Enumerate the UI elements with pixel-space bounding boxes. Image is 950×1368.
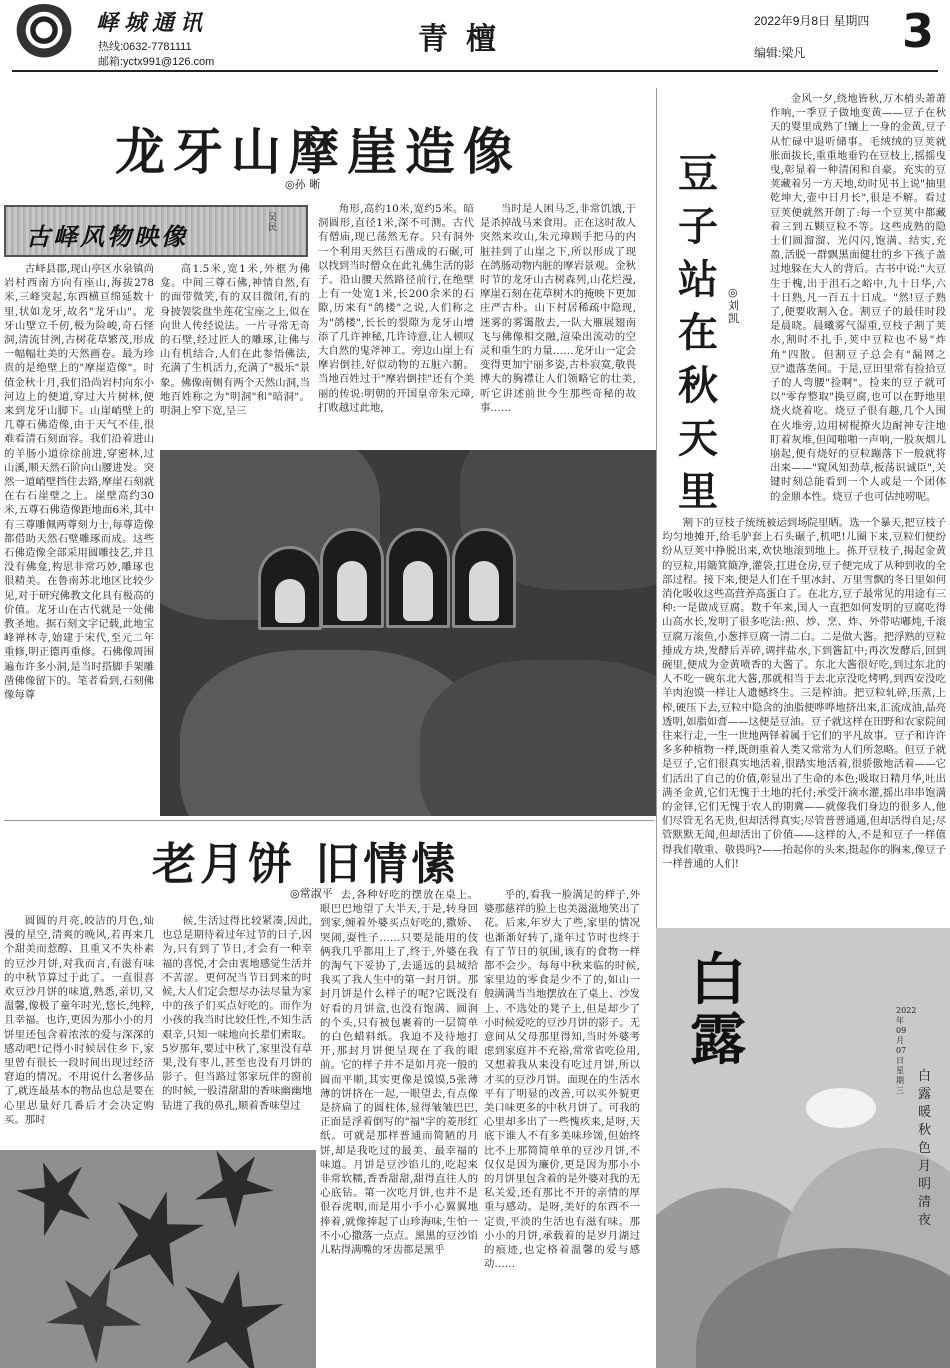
- poster-title: 白露: [690, 947, 746, 1073]
- section-name: 青檀: [418, 22, 514, 57]
- editor: 编辑:梁凡: [754, 46, 806, 60]
- bailu-solar-term-poster: [656, 928, 950, 1368]
- article3-column-upper: 金风一夕,绕地皆秋,万木梢头萧萧作响,一季豆子做地变黄——豆子在秋天的婴里成熟了!镶上一身的金黄,豆子从忙碌中退听储事。毛绒绒的豆荚就胀面拔长,重重地垂钓在豆枝上,摇摇曳曳,彰显着一种清闲和自豪。充实的豆荚藏着另一方天地,幼时见书上说"抽里乾坤大,壶中日月长",很是不解。看过豆荚便就然开朗了:每一个豆荚中都藏着三到五颗豆粒不等。这些成熟的隐士们圆溜溜、光闪闪,饱满、结实,充盈,活脱一群飘黑面健壮的乡下孩子盖过地躲在大人的背后。古书中说:"大豆生于槐,出于沮石之峪中,九十日华,六十日熟,凡一百五十日成。"然!豆子熟了,便要收割入仓。割豆子的最佳时段是晨晓。晨曦雾气湿重,豆枝子割了荚水,割时不扎手,荚中豆粒也不易"炸角"四散。但割豆子总会有"漏网之豆"遗落垄间。于是,豆田里常有捡拾豆子的人弯腰"捡啊"。捡来的豆子就可以"零存整取"换豆腐,也可以在野地里烧火烧着吃。烧豆子很有趣,几个人围在火堆旁,边用树棍撩火边耐神专注地盯着灰堆,但闻啪啪一声响,一股灰烟儿崩起,便有烧好的豆粒蹦落下一般就将出来——"窥风知劲草,板荡识诚臣",关键时刻总能看到一个人或是一个团体的金鼎本性。烧豆子也可估纯唠呢。: [770, 93, 946, 503]
- poster-date: 2022年09月07日星期三: [896, 1006, 917, 1095]
- banner-title: 古峄风物映像: [26, 222, 188, 251]
- cliff-carving-photo: [160, 450, 656, 816]
- article3-title: 豆子站在秋天里: [678, 151, 718, 515]
- article2-column-4: 乎的,看我一脸满足的样子,外婆那慈祥的脸上也美滋滋地笑出了花。后来,年岁大了些,家里的情况也渐渐好转了,逢年过节时也终于有了节日的氛围,该有的食物一样都不会少。每每中秋来临的时候,家里边的零食是少不了的,如山一般满满当当地摆放在了桌上、沙发上、不选处的凳子上,但是却少了小时候爱吃的豆沙月饼的影子。无意间从父母那里得知,当时外婆考虑到家庭并不充裕,常常省吃俭用,又想着我从来没有吃过月饼,所以才买的豆沙月饼。面现在的生活水平有了明显的改善,可以买外貌更美口味更多的中秋月饼了。可我的心里却多出了一些愧疚来,是呀,天底下谁人不有多美味珍馐,但始终比不上那简简单单的豆沙月饼,不仅仅是因为廉价,更是因为那小小的月饼里包含着的是外婆对我的无私关爱,还有那比不开的亲情的厚重与感动。是呀,美好的东西不一定贵,平淡的生活也有滋有味。那小小的月饼,承载着的是岁月湖过的痕迹,也定格着温馨的爱与感动……: [484, 889, 640, 1271]
- article1-column-3: 角形,高约10米,宽约5米。暗洞圆形,直径1米,深不可测。古代有僧庙,现已荡然无存。只有洞外一个利用天然巨石凿成的石碾,可以找到当时僧众在此礼佛生活的影子。沿山腰天然路径前行,在绝壁上有一处宽1米,长200余米的石隙,历来有"鸽楼"之说,人们称之为"鸽楼",长长的裂隙为龙牙山增添了几许神秘,几许诗意,让人顿叹大自然的鬼斧神工。旁边山崖上有摩岩倒挂,好似动物的五脏六腑。当地百姓过于"摩岩倒挂"还有个美丽的传说:明朝的开国皇帝朱元璋,打败越过此地,: [318, 203, 474, 414]
- issue-date: 2022年9月8日 星期四: [754, 14, 870, 28]
- article2-column-2: 候,生活过得比较紧凑,因此,也总是期待着过年过节的日子,因为,只有到了节日,才会有一种幸福的喜悦,才会由衷地感觉生活并不苦涩。更何况当节日到来的时候,大人们定会想尽办法尽量为家中的孩子们买点好吃的。而作为小孩的我当时比较任性,不知生活艰辛,只知一味地向长辈们索取。5岁那年,要过中秋了,家里没有草果,没有枣儿,甚至也没有月饼的影子。但当路过邻家玩伴的窗前的时候,一股清甜甜的香味幽幽地钻进了我的鼻孔,顺着香味望过: [162, 915, 312, 1112]
- maple-leaves-photo: [0, 1150, 316, 1368]
- article3-column-lower: 割下的豆枝子统统被运到场院里晒。选一个暴天,把豆枝子均匀地摊开,给毛驴套上石头碾子,机吧!儿圈下来,豆粒们便纷纷从豆荚中挣脱出来,欢快地滚到地上。拣开豆枝子,揭起金黄的豆粒,用簸箕簸净,灌袋,扛进仓房,豆子便完成了从种到收的全部过程。接下来,便是人们在千里冰封、万里雪飘的冬日里如何消化吸收这些高营养高蛋白了。在北方,豆子最常见的用途有三种:一是做成豆腐。数千年来,国人一直把如何发明的豆腐吃得山高水长,发明了很多吃法:煎、炒、烹、炸、外带咕嘟炖,千滚豆腐万滚鱼,小葱拌豆腐一清二白。二是做大酱。把浮熟的豆粒捶成方块,发酵后弄碎,调拌盐水,下到酱缸中;再次发酵后,回到碗里,便成为金黄喷香的大酱了。东北大酱很好吃,到过东北的人不吃一碗东北大酱,那就相当于去北京没吃烤鸭,到西安没吃羊肉泡馍一样让人遗憾终生。三是榨油。把豆粒轧碎,压蒸,上榨,硬压下去,豆粒中隐含的油脂便哗哗地挤出来,汇流成油,晶亮透明,如脂如膏——这便是豆油。豆子就这样在田野和农家院间往来行走,一生一世地两铎着属于它们的平凡故事。豆子和许许多多种植物一样,既朗重着人类又常常为人们所忽略。但豆子就是豆子,它们很真实地活着,很踏实地活着,很骄傲地活着——它们活出了自己的价值,彰显出了生命的本色;吸取日精月华,吐出满圣金黄,它们无愧于土地的托付;承受汗滴水灌,摇出串串饱满的金铎,它们无愧于农人的期冀——就像我们身边的很多人,他们尽管无名无贵,但却活得真实;尽管普普通通,但却活得自足;尽管默默无闻,但却活出了价值——这样的人,不是和豆子一样值得我们敬重、敬畏吗?——抬起你的头来,挺起你的胸来,像豆子一样普通的人们!: [662, 517, 946, 870]
- article1-column-1: 古峄县郡,现山亭区水泉镇尚岩村西南方向有座山,海拔278米,三峰突起,东西横亘绵延数十里,状如龙牙,故名"龙牙山"。龙牙山壁立千仞,极为险峻,奇石怪洞,清流甘洌,古树花草繁茂,形成一幅幅壮美的天然画卷。最为珍贵的是绝壁上的"摩崖造像"。时值金秋十月,我们沿尚岩村向东小河边上的便道,穿过大片树林,便来到龙牙山脚下。山崖峭壁上的几尊石佛造像,由于天气不佳,很难看清石刻面容。我们沿着进山的羊肠小道徐徐前进,穿密林,过山溪,顺天然石阶向山腰进发。突然一道峭壁挡住去路,摩崖石刻就在右石崖壁之上。崖壁高约30米,五尊石佛造像距地面6米,其中有三尊雕佩两尊刻力士,每尊造像都借助天然石壁雕琢而成。这些石佛造像全部采用圆雕技艺,并且没有佛龛,构思非常巧妙,雕琢也很精美。在鲁南苏北地区比较少见,对于研究佛教文化具有极高的价值。龙牙山在古代就是一处佛教圣地。据石刻文字记载,此地宝峰禅林寺,始建于宋代,至元二年重修,明正德再重修。石佛像周围遍布许多小洞,是当时搭脚手架雕凿佛像留下的。笔者看到,石刻佛像每尊: [4, 263, 154, 702]
- article1-byline: ◎孙 晰: [285, 178, 321, 191]
- article2-title: 老月饼 旧情愫: [152, 839, 460, 890]
- article2-column-1: 圆圆的月亮,皎洁的月色,灿漫的星空,清爽的晚风,若再来几个甜美而惹醇、且重又不失朴素的豆沙月饼,对我而言,有滋有味的中秋节算过于此了。一直很喜欢豆沙月饼的味道,熟悉,亲切,又温馨,像极了童年时光,悠长,纯粹,且幸福。也许,更因为那小小的月饼里还包含着浓浓的爱与深深的感动吧!记得小时候居住乡下,家里曾有很长一段时间出现过经济窘迫的情况。不用说什么奢侈品了,就连最基本的物品也总是要在心里思量好几番后才会决定购买。那时: [4, 915, 154, 1126]
- poster-verse: 白露暖秋色 月明清夜: [918, 1069, 932, 1228]
- page-number: 3: [902, 4, 935, 58]
- article1-column-4: 当时是人困马乏,非常饥饿,于是杀掉战马来食用。正在这时敌人突然来攻山,朱元璋顾手把马的内脏挂到了山崖之下,所以形成了现在鸽肠动物内脏的摩岩景观。金秋时节的龙牙山古树森列,山花烂漫,摩崖石刻在花草树木的掩映下更加庄严古朴。山下村居稀疏中隐现,迷雾的雾霭散去,一队大雁展翅南飞与佛像相交融,渲染出流动的空灵和重生的力量……龙牙山一定会变得更加宁丽多姿,古朴寂寞,敬畏博大的胸襟让人们领略它的壮美,听它讲述前世今生那些奇秘的故事……: [480, 203, 636, 414]
- column-divider: [656, 88, 657, 928]
- newspaper-emblem-icon: [12, 4, 76, 62]
- email: 邮箱:yctx991@126.com: [98, 56, 215, 68]
- section-divider: [4, 820, 654, 821]
- hotline: 热线:0632-7781111: [98, 41, 192, 53]
- article1-title: 龙牙山摩崖造像: [115, 123, 521, 181]
- masthead: [0, 0, 950, 72]
- crane-icon: [806, 1088, 876, 1128]
- article2-column-3: 去,各种好吃的摆放在桌上。眼巴巴地望了大半天,于是,转身回到家,缠着外婆买点好吃的,撒娇、哭闹,耍性子……只要是能用的伎俩我几乎都用上了,终于,外婆在我的淘气下妥协了,去遥远的县城给我买了我人生中的第一封月饼。那封月饼是什么样子的呢?它既没有好看的月饼盒,也没有饱满、圆润的个头,只有被包裹着的一层简单的白色蜡料纸。我迫不及待地打开,那封月饼便呈现在了我的眼前。它的样子并不是如月亮一般的圆而平顺,其实更像是馍馍,5张薄薄的饼挤在一起,一眼望去,有点像是挤扁了的圆柱体,显得皱皱巴巴,正面是浮着倒写的"福"字的菱形红纸。可就是那样普通而简陋的月饼,却是我吃过的最美、最幸福的味道。月饼是豆沙馅儿的,吃起来非常软糯,香香甜甜,甜得直往人的心底钻。第一次吃月饼,也并不是很吞虎咽,而是用小手小心翼翼地捧着,就像捧起了山珍海味,生怕一不小心撒落一点点。黑黑的豆沙馅儿粘得满嘴的牙齿都是黑乎: [320, 889, 478, 1257]
- banner-stamp: 吴民: [268, 213, 278, 233]
- paper-name: 峄城通讯: [96, 10, 209, 36]
- masthead-rule: [12, 70, 938, 72]
- article2-byline: ◎常淑平: [290, 887, 333, 900]
- article1-column-2: 高1.5米,宽1米,外框为佛龛。中间三尊石佛,神情自然,有的面带微笑,有的双目微闭,有的身披袈裟盘坐莲花宝座之上,似在向世人传经说法。一片寻常无奇的石壁,经过匠人的雕琢,让佛与山有机结合,人们在此参悟佛法,充满了生机活力,充满了"极乐"景象。佛像南侧有两个天然山洞,当地百姓称之为"明洞"和"暗洞"。明洞上窄下宽,呈三: [160, 263, 310, 418]
- column-banner: [4, 205, 308, 257]
- article3-byline: ◎刘凯: [728, 286, 739, 325]
